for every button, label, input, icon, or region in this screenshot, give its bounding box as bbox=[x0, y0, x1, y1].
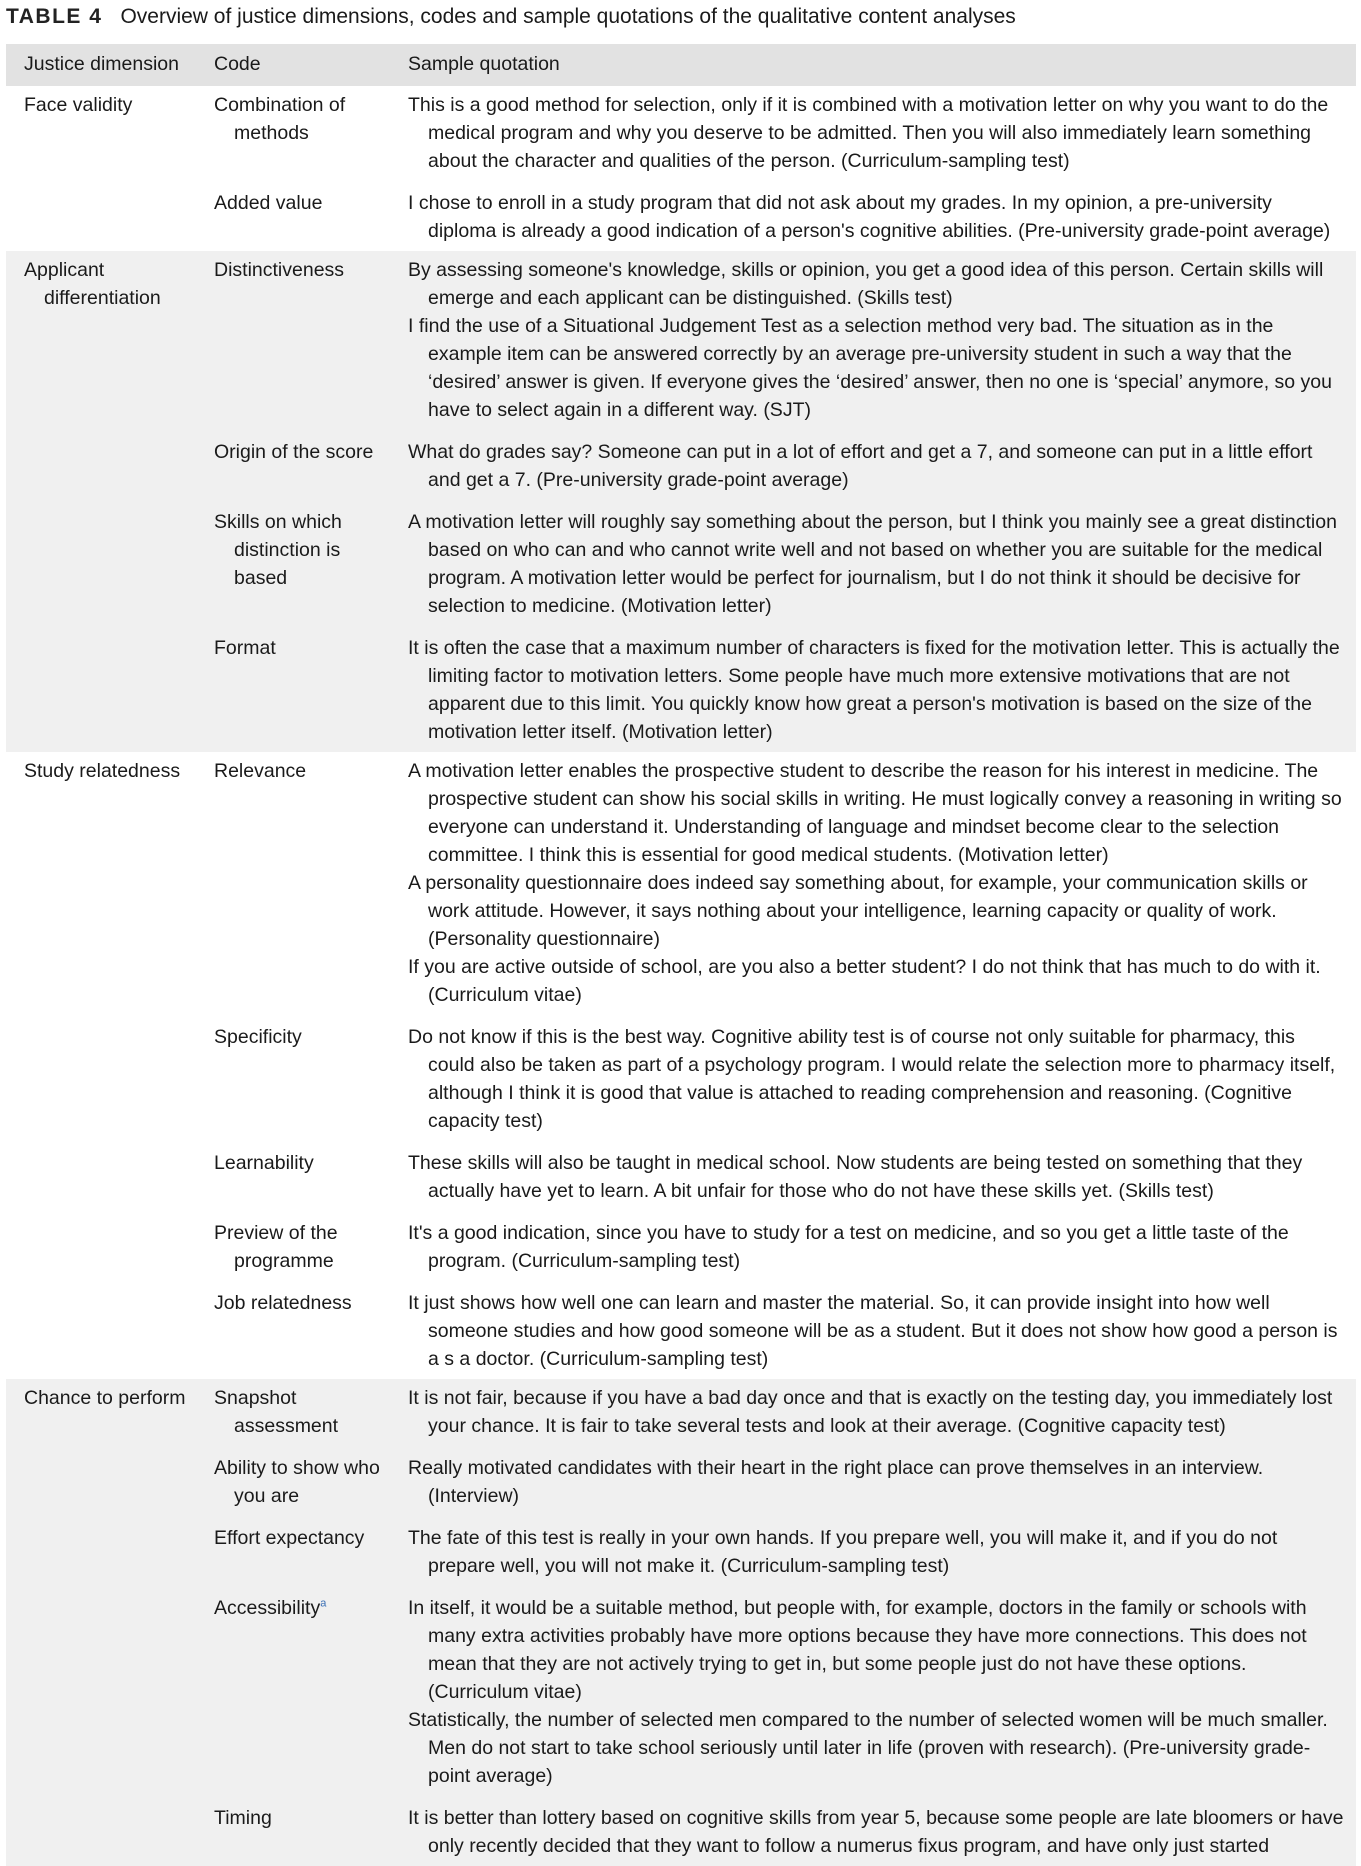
cell-quotation bbox=[392, 86, 1356, 184]
cell-code bbox=[196, 1144, 392, 1214]
table-row bbox=[6, 503, 1356, 629]
cell-code bbox=[196, 184, 392, 251]
cell-dimension bbox=[6, 1589, 196, 1799]
sample-quotation: In itself, it would be a suitable method, but people with, for example, doctors in the family or schools with many extra activities probably have more options because they have more connections. This does not mean that they are not actively trying to get in, but some people just do not have these options. (Curriculum vitae) bbox=[408, 1597, 1307, 1703]
table-row bbox=[6, 1018, 1356, 1144]
sample-quotation: I chose to enroll in a study program that did not ask about my grades. In my opinion, a pre-university diploma is already a good indication of a person's cognitive abilities. (Pre-university grade-point average) bbox=[408, 192, 1331, 242]
table-body bbox=[6, 86, 1356, 1866]
table-row bbox=[6, 1589, 1356, 1799]
code-label: Snapshot assessment bbox=[214, 1387, 339, 1437]
cell-code bbox=[196, 86, 392, 184]
table-row bbox=[6, 251, 1356, 433]
code-label-wrap bbox=[214, 634, 386, 662]
code-label: Learnability bbox=[214, 1152, 314, 1174]
cell-dimension bbox=[6, 629, 196, 752]
cell-code bbox=[196, 1214, 392, 1284]
sample-quotation: A personality questionnaire does indeed say something about, for example, your communication skills or work attitude. However, it says nothing about your intelligence, learning capacity or quality of work. (Personality questionnaire) bbox=[408, 872, 1308, 950]
code-label: Accessibility bbox=[214, 1597, 321, 1619]
header-quotation: Sample quotation bbox=[408, 53, 560, 75]
table-row bbox=[6, 1144, 1356, 1214]
code-label-wrap bbox=[214, 1524, 386, 1552]
table-header-row bbox=[6, 44, 1356, 86]
code-label: Ability to show who you are bbox=[214, 1457, 380, 1507]
cell-dimension bbox=[6, 184, 196, 251]
cell-code bbox=[196, 503, 392, 629]
table-row bbox=[6, 629, 1356, 752]
table-row bbox=[6, 1214, 1356, 1284]
code-label: Origin of the score bbox=[214, 441, 374, 463]
cell-code bbox=[196, 1018, 392, 1144]
table-row bbox=[6, 184, 1356, 251]
sample-quotation: By assessing someone's knowledge, skills or opinion, you get a good idea of this person. Certain skills will emerge and each applicant can be distinguished. (Skills test) bbox=[408, 259, 1324, 309]
code-label-wrap bbox=[214, 508, 386, 592]
code-label: Effort expectancy bbox=[214, 1527, 365, 1549]
sample-quotation: I find the use of a Situational Judgement Test as a selection method very bad. The situation as in the example item can be answered correctly by an average pre-university student in such a way that the ‘desired’ answer is given. If everyone gives the ‘desired’ answer, then no one is ‘special’ anymore, so you have to select again in a different way. (SJT) bbox=[408, 315, 1332, 421]
code-label: Job relatedness bbox=[214, 1292, 352, 1314]
cell-code bbox=[196, 1449, 392, 1519]
dimension-label: Face validity bbox=[24, 94, 133, 116]
code-label: Distinctiveness bbox=[214, 259, 345, 281]
cell-code bbox=[196, 251, 392, 433]
table-row bbox=[6, 1449, 1356, 1519]
cell-quotation bbox=[392, 1214, 1356, 1284]
code-label-wrap bbox=[214, 1219, 386, 1275]
cell-dimension bbox=[6, 503, 196, 629]
table-row bbox=[6, 1284, 1356, 1379]
sample-quotation: It just shows how well one can learn and master the material. So, it can provide insight into how well someone studies and how good someone will be as a student. But it does not show how good a person is a s a doctor. (Curriculum-sampling test) bbox=[408, 1292, 1338, 1370]
cell-quotation bbox=[392, 251, 1356, 433]
cell-dimension bbox=[6, 1214, 196, 1284]
cell-dimension bbox=[6, 251, 196, 433]
table-label: TABLE 4 bbox=[6, 5, 103, 28]
sample-quotation: It is better than lottery based on cognitive skills from year 5, because some people are late bloomers or have only recently decided that they want to follow a numerus fixus program, and have only just started bbox=[408, 1807, 1344, 1857]
code-label-wrap bbox=[214, 1289, 386, 1317]
sample-quotation: It is often the case that a maximum number of characters is fixed for the motivation letter. This is actually the limiting factor to motivation letters. Some people have much more extensive motivations that are not apparent due to this limit. You quickly know how great a person's motivation is based on the size of the motivation letter itself. (Motivation letter) bbox=[408, 637, 1340, 743]
sample-quotation: Really motivated candidates with their heart in the right place can prove themselves in an interview. (Interview) bbox=[408, 1457, 1264, 1507]
code-label: Added value bbox=[214, 192, 323, 214]
table-row bbox=[6, 433, 1356, 503]
sample-quotation: What do grades say? Someone can put in a lot of effort and get a 7, and someone can put in a little effort and get a 7. (Pre-university grade-point average) bbox=[408, 441, 1313, 491]
table-row bbox=[6, 86, 1356, 184]
code-label-wrap bbox=[214, 438, 386, 466]
cell-quotation bbox=[392, 1018, 1356, 1144]
cell-dimension bbox=[6, 1284, 196, 1379]
sample-quotation: This is a good method for selection, only if it is combined with a motivation letter on why you want to do the medical program and why you deserve to be admitted. Then you will also immediately learn something about the character and qualities of the person. (Curriculum-sampling test) bbox=[408, 94, 1329, 172]
code-label-wrap bbox=[214, 1149, 386, 1177]
sample-quotation: These skills will also be taught in medical school. Now students are being tested on something that they actually have yet to learn. A bit unfair for those who do not have these skills yet. (Skills test) bbox=[408, 1152, 1303, 1202]
cell-dimension bbox=[6, 1519, 196, 1589]
cell-code bbox=[196, 1379, 392, 1449]
cell-quotation bbox=[392, 433, 1356, 503]
code-label-wrap bbox=[214, 1023, 386, 1051]
code-label-wrap bbox=[214, 1454, 386, 1510]
table-row bbox=[6, 1519, 1356, 1589]
cell-quotation bbox=[392, 184, 1356, 251]
table-row bbox=[6, 752, 1356, 1018]
cell-code bbox=[196, 433, 392, 503]
cell-quotation bbox=[392, 629, 1356, 752]
code-label: Relevance bbox=[214, 760, 307, 782]
header-dimension: Justice dimension bbox=[24, 53, 179, 75]
cell-quotation bbox=[392, 1589, 1356, 1799]
table-row bbox=[6, 1379, 1356, 1449]
cell-quotation bbox=[392, 1799, 1356, 1866]
justice-table bbox=[6, 44, 1356, 1866]
cell-quotation bbox=[392, 752, 1356, 1018]
cell-quotation bbox=[392, 1519, 1356, 1589]
table-caption bbox=[6, 3, 1016, 31]
sample-quotation: The fate of this test is really in your own hands. If you prepare well, you will make it, and if you do not prepare well, you will not make it. (Curriculum-sampling test) bbox=[408, 1527, 1278, 1577]
cell-code bbox=[196, 1519, 392, 1589]
table-row bbox=[6, 1799, 1356, 1866]
cell-quotation bbox=[392, 1284, 1356, 1379]
dimension-label: Applicant differentiation bbox=[24, 259, 161, 309]
sample-quotation: A motivation letter enables the prospective student to describe the reason for his interest in medicine. The prospective student can show his social skills in writing. He must logically convey a reasoning in writing so everyone can understand it. Understanding of language and mindset become clear to the selection committee. I think this is essential for good medical students. (Motivation letter) bbox=[408, 760, 1342, 866]
code-label: Format bbox=[214, 637, 276, 659]
code-label-wrap bbox=[214, 1384, 386, 1440]
sample-quotation: A motivation letter will roughly say something about the person, but I think you mainly see a great distinction based on who can and who cannot write well and not based on whether you are suitable for the medical program. A motivation letter would be perfect for journalism, but I do not think it should be decisive for selection to medicine. (Motivation letter) bbox=[408, 511, 1337, 617]
cell-quotation bbox=[392, 1144, 1356, 1214]
code-label: Timing bbox=[214, 1807, 272, 1829]
cell-dimension bbox=[6, 1449, 196, 1519]
dimension-label: Study relatedness bbox=[24, 760, 181, 782]
cell-code bbox=[196, 1284, 392, 1379]
cell-dimension bbox=[6, 1379, 196, 1449]
code-label-wrap bbox=[214, 1594, 386, 1622]
cell-code bbox=[196, 629, 392, 752]
code-label: Skills on which distinction is based bbox=[214, 511, 342, 589]
code-label-wrap bbox=[214, 757, 386, 785]
cell-quotation bbox=[392, 1449, 1356, 1519]
cell-code bbox=[196, 752, 392, 1018]
code-label: Combination of methods bbox=[214, 94, 346, 144]
sample-quotation: If you are active outside of school, are you also a better student? I do not think that has much to do with it. (Curriculum vitae) bbox=[408, 956, 1321, 1006]
sample-quotation: Statistically, the number of selected men compared to the number of selected women will be much smaller. Men do not start to take school seriously until later in life (proven with research). (Pre-university grade-point average) bbox=[408, 1709, 1328, 1787]
cell-dimension bbox=[6, 86, 196, 184]
cell-dimension bbox=[6, 433, 196, 503]
cell-quotation bbox=[392, 1379, 1356, 1449]
code-label-wrap bbox=[214, 91, 386, 147]
dimension-label: Chance to perform bbox=[24, 1387, 186, 1409]
header-code: Code bbox=[214, 53, 261, 75]
cell-dimension bbox=[6, 1144, 196, 1214]
cell-dimension bbox=[6, 752, 196, 1018]
code-label: Preview of the programme bbox=[214, 1222, 338, 1272]
table-title: Overview of justice dimensions, codes and sample quotations of the qualitative content analyses bbox=[120, 5, 1016, 28]
code-label: Specificity bbox=[214, 1026, 302, 1048]
sample-quotation: It is not fair, because if you have a bad day once and that is exactly on the testing day, you immediately lost your chance. It is fair to take several tests and look at their average. (Cognitive capacity test) bbox=[408, 1387, 1333, 1437]
cell-quotation bbox=[392, 503, 1356, 629]
cell-code bbox=[196, 1589, 392, 1799]
sample-quotation: It's a good indication, since you have to study for a test on medicine, and so you get a little taste of the program. (Curriculum-sampling test) bbox=[408, 1222, 1289, 1272]
footnote-marker[interactable]: a bbox=[320, 1597, 327, 1610]
cell-dimension bbox=[6, 1018, 196, 1144]
code-label-wrap bbox=[214, 189, 386, 217]
cell-dimension bbox=[6, 1799, 196, 1866]
code-label-wrap bbox=[214, 256, 386, 284]
cell-code bbox=[196, 1799, 392, 1866]
sample-quotation: Do not know if this is the best way. Cognitive ability test is of course not only suitable for pharmacy, this could also be taken as part of a psychology program. I would relate the selection more to pharmacy itself, although I think it is good that value is attached to reading comprehension and reasoning. (Cognitive capacity test) bbox=[408, 1026, 1336, 1132]
code-label-wrap bbox=[214, 1804, 386, 1832]
